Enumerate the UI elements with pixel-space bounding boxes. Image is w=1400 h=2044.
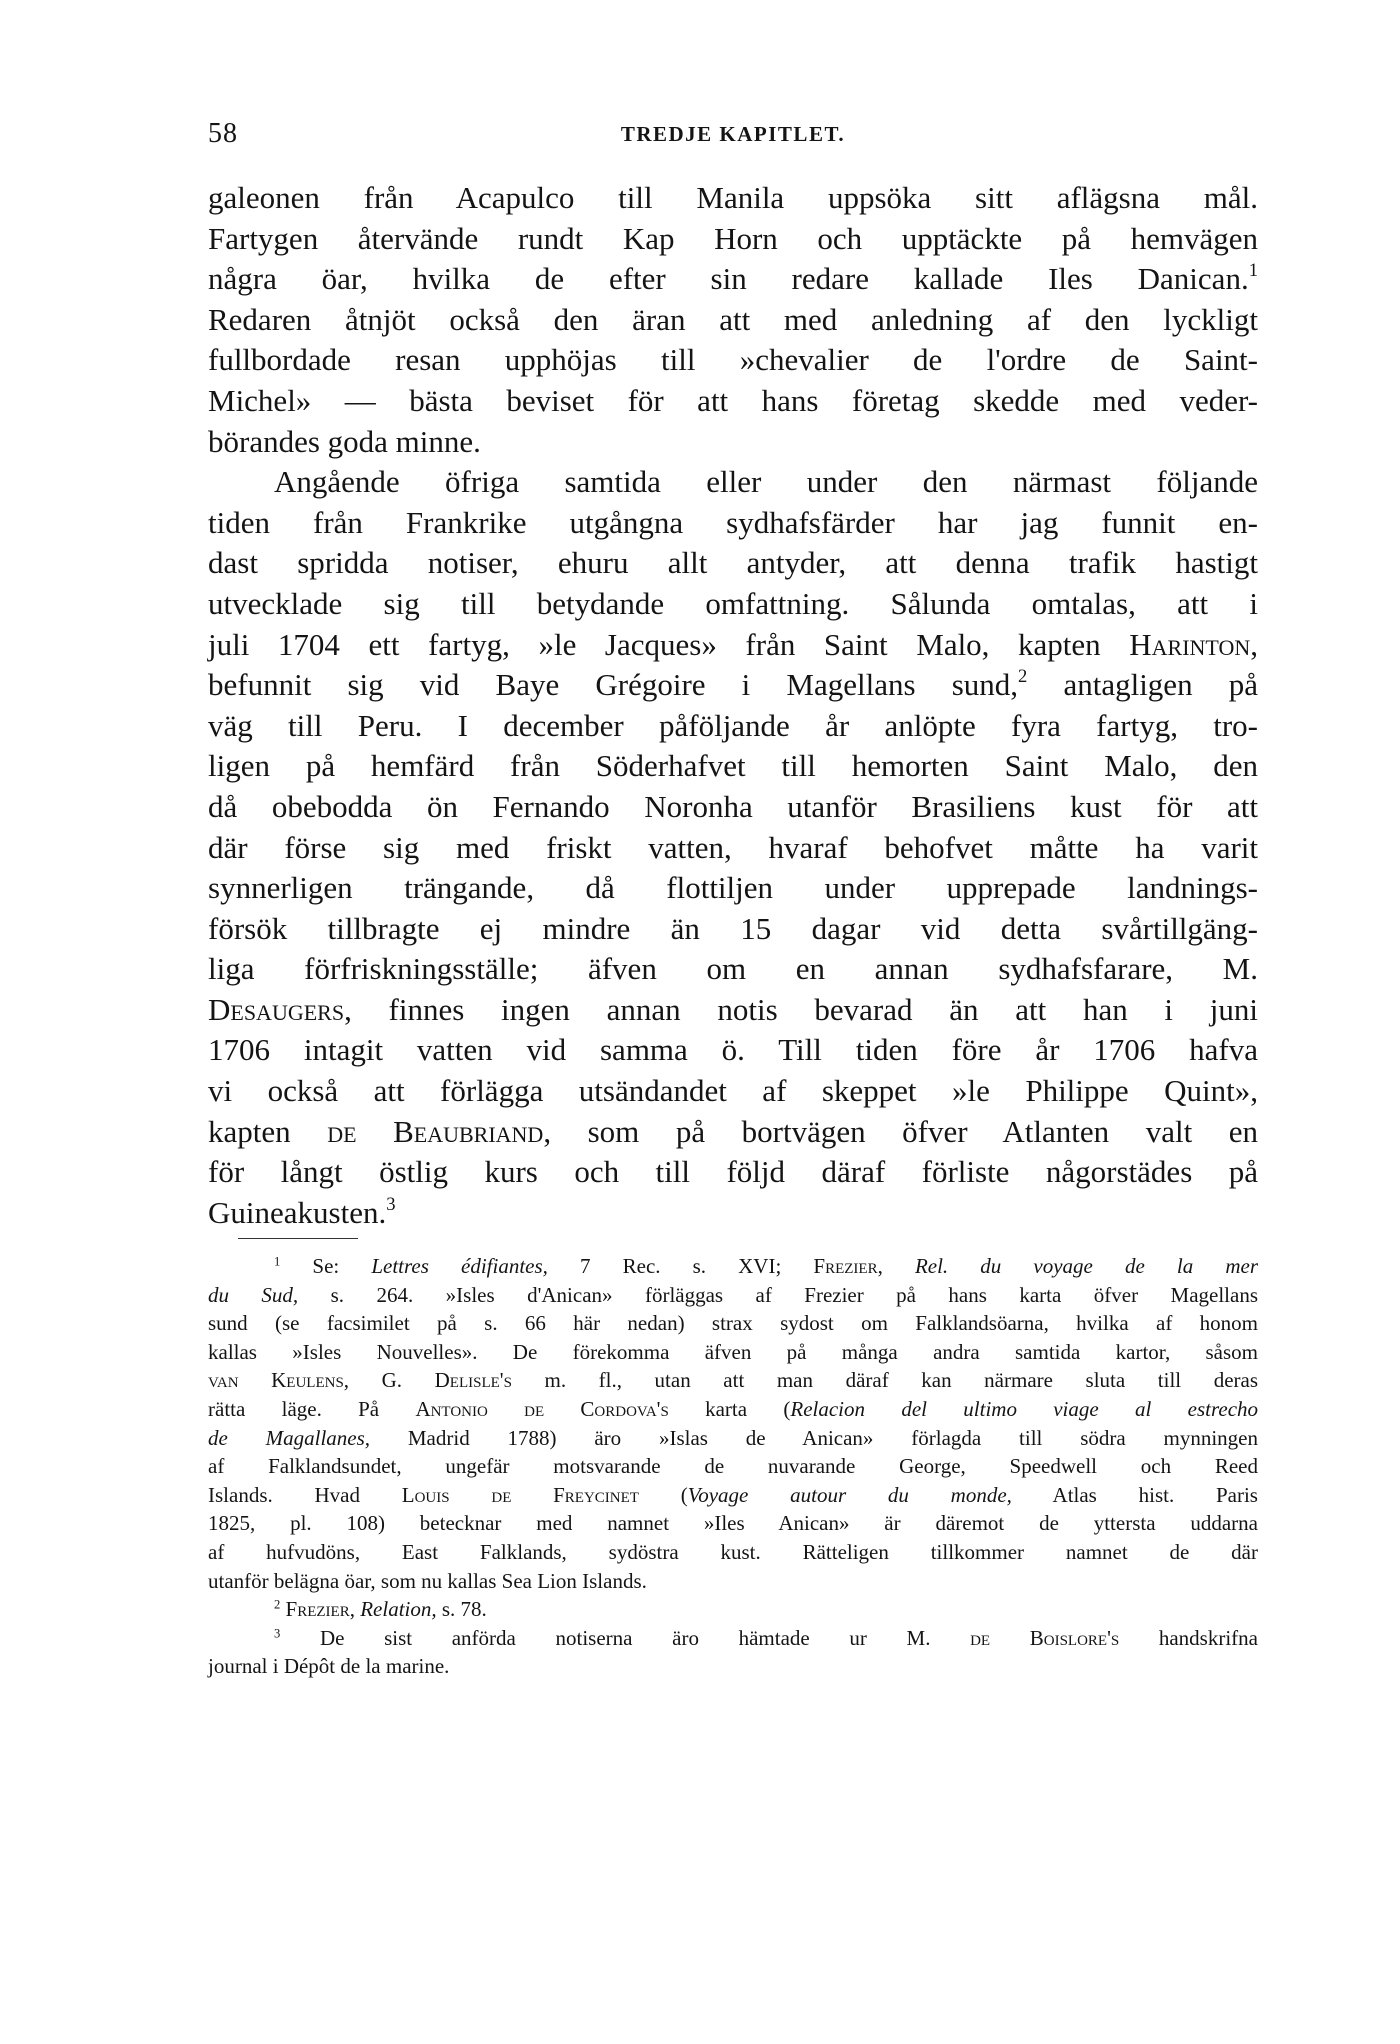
body-line: galeonen från Acapulco till Manila uppsöka sitt aflägsna mål. [208,180,1258,215]
footnote-title: de Magallanes, [208,1425,371,1450]
footnote-text: s. 264. »Isles d'Anican» förläggas af Frezier på hans karta öfver Magellans [298,1282,1258,1307]
footnote-marker: 3 [274,1626,281,1641]
footnote-author: Antonio de Cordova's [415,1396,669,1421]
footnote-text: Atlas hist. Paris [1011,1482,1258,1507]
person-name: Beaubriand [393,1113,544,1149]
footnote-line [208,1424,1258,1453]
body-line-text: antagligen på [1027,667,1258,703]
footnote-author: Louis de Freycinet [401,1482,639,1507]
footnote-line [208,1366,1258,1395]
body-line-text: , finnes ingen annan notis bevarad än att han i juni [344,991,1258,1027]
page-header [208,118,1258,158]
person-name: Harinton, [1129,626,1258,662]
footnote-line [208,1624,1258,1653]
footnote-line: kallas »Isles Nouvelles». De förekomma äfven på många andra samtida kartor, såsom [208,1339,1258,1364]
body-line: då obebodda ön Fernando Noronha utanför Brasiliens kust för att [208,788,1258,824]
body-line: väg till Peru. I december påföljande år anlöpte fyra fartyg, tro- [208,707,1258,743]
footnote-text: handskrifna [1119,1625,1258,1650]
footnote-line: af Falklandsundet, ungefär motsvarande de nuvarande George, Speedwell och Reed [208,1454,1258,1479]
footnote-author: Frezier, [813,1254,883,1278]
footnote-title: Relation, [360,1597,437,1622]
footnote-line: utanför belägna öar, som nu kallas Sea Lion Islands. [208,1568,647,1593]
body-line: 1706 intagit vatten vid samma ö. Till tiden före år 1706 hafva [208,1032,1258,1068]
running-head: TREDJE KAPITLET. [620,122,846,146]
footnote-divider [238,1238,358,1239]
body-line: Redaren åtnjöt också den äran att med anledning af den lyckligt [208,301,1258,337]
body-line [208,625,1258,666]
footnote-line [208,1595,1258,1624]
footnote-line [208,1281,1258,1310]
body-line: försök tillbragte ej mindre än 15 dagar vid detta svårtillgäng- [208,910,1258,946]
footnote-line: sund (se facsimilet på s. 66 här nedan) strax sydost om Falklandsöarna, hvilka af honom [208,1311,1258,1336]
footnote-author: Delisle's [434,1368,512,1393]
footnote-text: m. fl., utan att man däraf kan närmare sluta till deras [511,1368,1258,1393]
footnote-text: karta ( [668,1396,791,1421]
body-line: Michel» — bästa beviset för att hans företag skedde med veder- [208,382,1258,418]
body-line-text: juli 1704 ett fartyg, »le Jacques» från Saint Malo, kapten [208,626,1130,662]
footnote-text: G. [349,1368,435,1393]
body-line: vi också att förlägga utsändandet af skeppet »le Philippe Quint», [208,1073,1258,1109]
footnote-text: 7 Rec. s. XVI; [547,1254,814,1278]
body-line: Fartygen återvände rundt Kap Horn och upptäckte på hemvägen [208,220,1258,256]
body-line: där förse sig med friskt vatten, hvaraf behofvet måtte ha varit [208,829,1258,865]
footnote-text: Se: [280,1254,372,1278]
body-line-text: kapten [208,1113,328,1149]
body-line [208,259,1258,300]
footnote-ref: 2 [1018,666,1028,688]
footnote-text: rätta läge. På [208,1396,416,1421]
footnote-title: Lettres édifiantes, [371,1254,548,1278]
body-text [208,178,1258,1233]
footnote-title: du Sud, [208,1282,299,1307]
footnote-author: van Keulens, [208,1368,350,1393]
body-line: Angående öfriga samtida eller under den närmast följande [274,464,1258,500]
body-line: dast spridda notiser, ehuru allt antyder, att denna trafik hastigt [208,545,1258,581]
body-line: ligen på hemfärd från Söderhafvet till hemorten Saint Malo, den [208,748,1258,784]
body-line-text: befunnit sig vid Baye Grégoire i Magellans sund, [208,667,1019,703]
footnote-text: s. 78. [436,1597,487,1622]
footnote-text: De sist anförda notiserna äro hämtade ur M. [280,1625,971,1650]
footnote-line [208,1252,1258,1281]
footnote-line: 1825, pl. 108) betecknar med namnet »Iles Anican» är däremot de yttersta uddarna [208,1511,1258,1536]
footnote-title: Rel. du voyage de la mer [914,1254,1258,1278]
footnote-line [208,1395,1258,1424]
body-line-text: Guineakusten. [208,1194,387,1230]
footnote-marker: 1 [274,1254,281,1269]
footnote-ref: 3 [386,1193,396,1215]
footnote-text [883,1254,915,1278]
footnote-ref: 1 [1248,260,1258,282]
body-line [208,665,1258,706]
body-line: tiden från Frankrike utgångna sydhafsfärder har jag funnit en- [208,504,1258,540]
person-name: Desaugers [208,991,345,1027]
footnote-title: Relacion del ultimo viage al estrecho [790,1396,1259,1421]
footnote-text: Madrid 1788) äro »Islas de Anican» förlagda till södra mynningen [370,1425,1259,1450]
footnote-text: Islands. Hvad [208,1482,402,1507]
body-line [208,990,1258,1031]
body-line: utvecklade sig till betydande omfattning. Sålunda omtalas, att i [208,585,1258,621]
footnote-title: Voyage autour du monde, [687,1482,1012,1507]
body-line [208,1193,1258,1234]
body-line-text: , som på bortvägen öfver Atlanten valt en [543,1113,1259,1149]
body-line: för långt östlig kurs och till följd däraf förliste någorstädes på [208,1154,1258,1190]
body-line: börandes goda minne. [208,423,481,459]
person-name-particle: de [327,1113,357,1149]
footnote-line [208,1481,1258,1510]
page-number: 58 [208,118,238,149]
footnote-line: af hufvudöns, East Falklands, sydöstra kust. Rätteligen tillkommer namnet de där [208,1539,1258,1564]
footnote-author: Frezier, [285,1597,355,1622]
footnote-line: journal i Dépôt de la marine. [208,1654,450,1679]
body-line: fullbordade resan upphöjas till »chevalier de l'ordre de Saint- [208,342,1258,378]
footnote-author: de Boislore's [970,1625,1120,1650]
body-line: liga förfriskningsställe; äfven om en annan sydhafsfarare, M. [208,951,1258,987]
body-line [208,1112,1258,1153]
footnote-marker: 2 [274,1597,281,1612]
body-line: synnerligen trängande, då flottiljen under upprepade landnings- [208,870,1258,906]
body-line-text: några öar, hvilka de efter sin redare kallade Iles Danican. [208,261,1249,297]
footnotes [208,1252,1258,1681]
footnote-text: ( [638,1482,688,1507]
